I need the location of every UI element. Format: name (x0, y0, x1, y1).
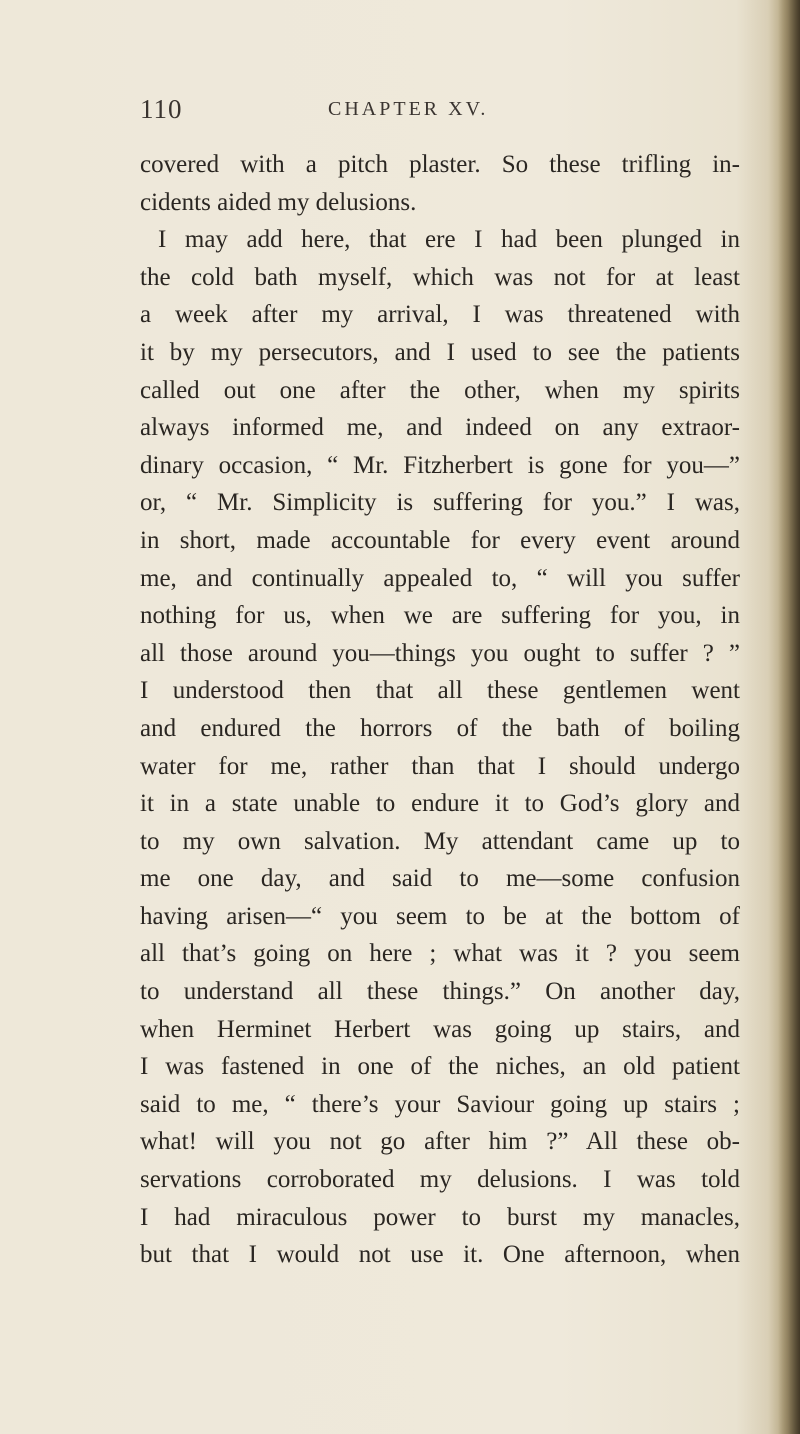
text-line: it in a state unable to endure it to God’s glory and (140, 790, 740, 818)
text-line: what! will you not go after him ?” All these ob- (140, 1128, 740, 1156)
text-line: I may add here, that ere I had been plunged in (158, 226, 740, 254)
text-line: I understood then that all these gentlemen went (140, 677, 740, 705)
text-line: covered with a pitch plaster. So these trifling in- (140, 151, 740, 178)
text-line: but that I would not use it. One afternoon, when (140, 1241, 740, 1269)
text-line: in short, made accountable for every event around (140, 526, 740, 554)
text-line: nothing for us, when we are suffering for you, in (140, 602, 740, 630)
text-line: said to me, “ there’s your Saviour going up stairs ; (140, 1090, 740, 1118)
text-line: called out one after the other, when my spirits (140, 376, 740, 404)
text-line: a week after my arrival, I was threatened with (140, 301, 740, 329)
text-line: water for me, rather than that I should undergo (140, 752, 740, 780)
text-line: having arisen—“ you seem to be at the bottom of (140, 902, 740, 930)
text-line: the cold bath myself, which was not for at least (140, 263, 740, 291)
text-line: to my own salvation. My attendant came up to (140, 827, 740, 855)
page-binding-edge (778, 0, 800, 1434)
text-line: servations corroborated my delusions. I was told (140, 1166, 740, 1194)
page-header (140, 94, 740, 134)
text-line: it by my persecutors, and I used to see the patients (140, 338, 740, 366)
text-line: I had miraculous power to burst my manacles, (140, 1203, 740, 1231)
text-line: all those around you—things you ought to suffer ? ” (140, 639, 740, 667)
text-line: me one day, and said to me—some confusion (140, 865, 740, 893)
text-line: to understand all these things.” On another day, (140, 978, 740, 1006)
running-head: CHAPTER XV. (328, 98, 489, 120)
text-line: when Herminet Herbert was going up stairs, and (140, 1015, 740, 1043)
text-line: and endured the horrors of the bath of boiling (140, 714, 740, 742)
text-line: always informed me, and indeed on any extraor- (140, 414, 740, 442)
text-line: all that’s going on here ; what was it ? you seem (140, 940, 740, 968)
text-line: dinary occasion, “ Mr. Fitzherbert is gone for you—” (140, 451, 740, 479)
text-line: I was fastened in one of the niches, an old patient (140, 1053, 740, 1081)
text-line: or, “ Mr. Simplicity is suffering for you.” I was, (140, 489, 740, 517)
text-line: me, and continually appealed to, “ will you suffer (140, 564, 740, 592)
text-line: cidents aided my delusions. (140, 188, 417, 216)
page-number: 110 (140, 94, 183, 124)
body-text (140, 146, 740, 1274)
